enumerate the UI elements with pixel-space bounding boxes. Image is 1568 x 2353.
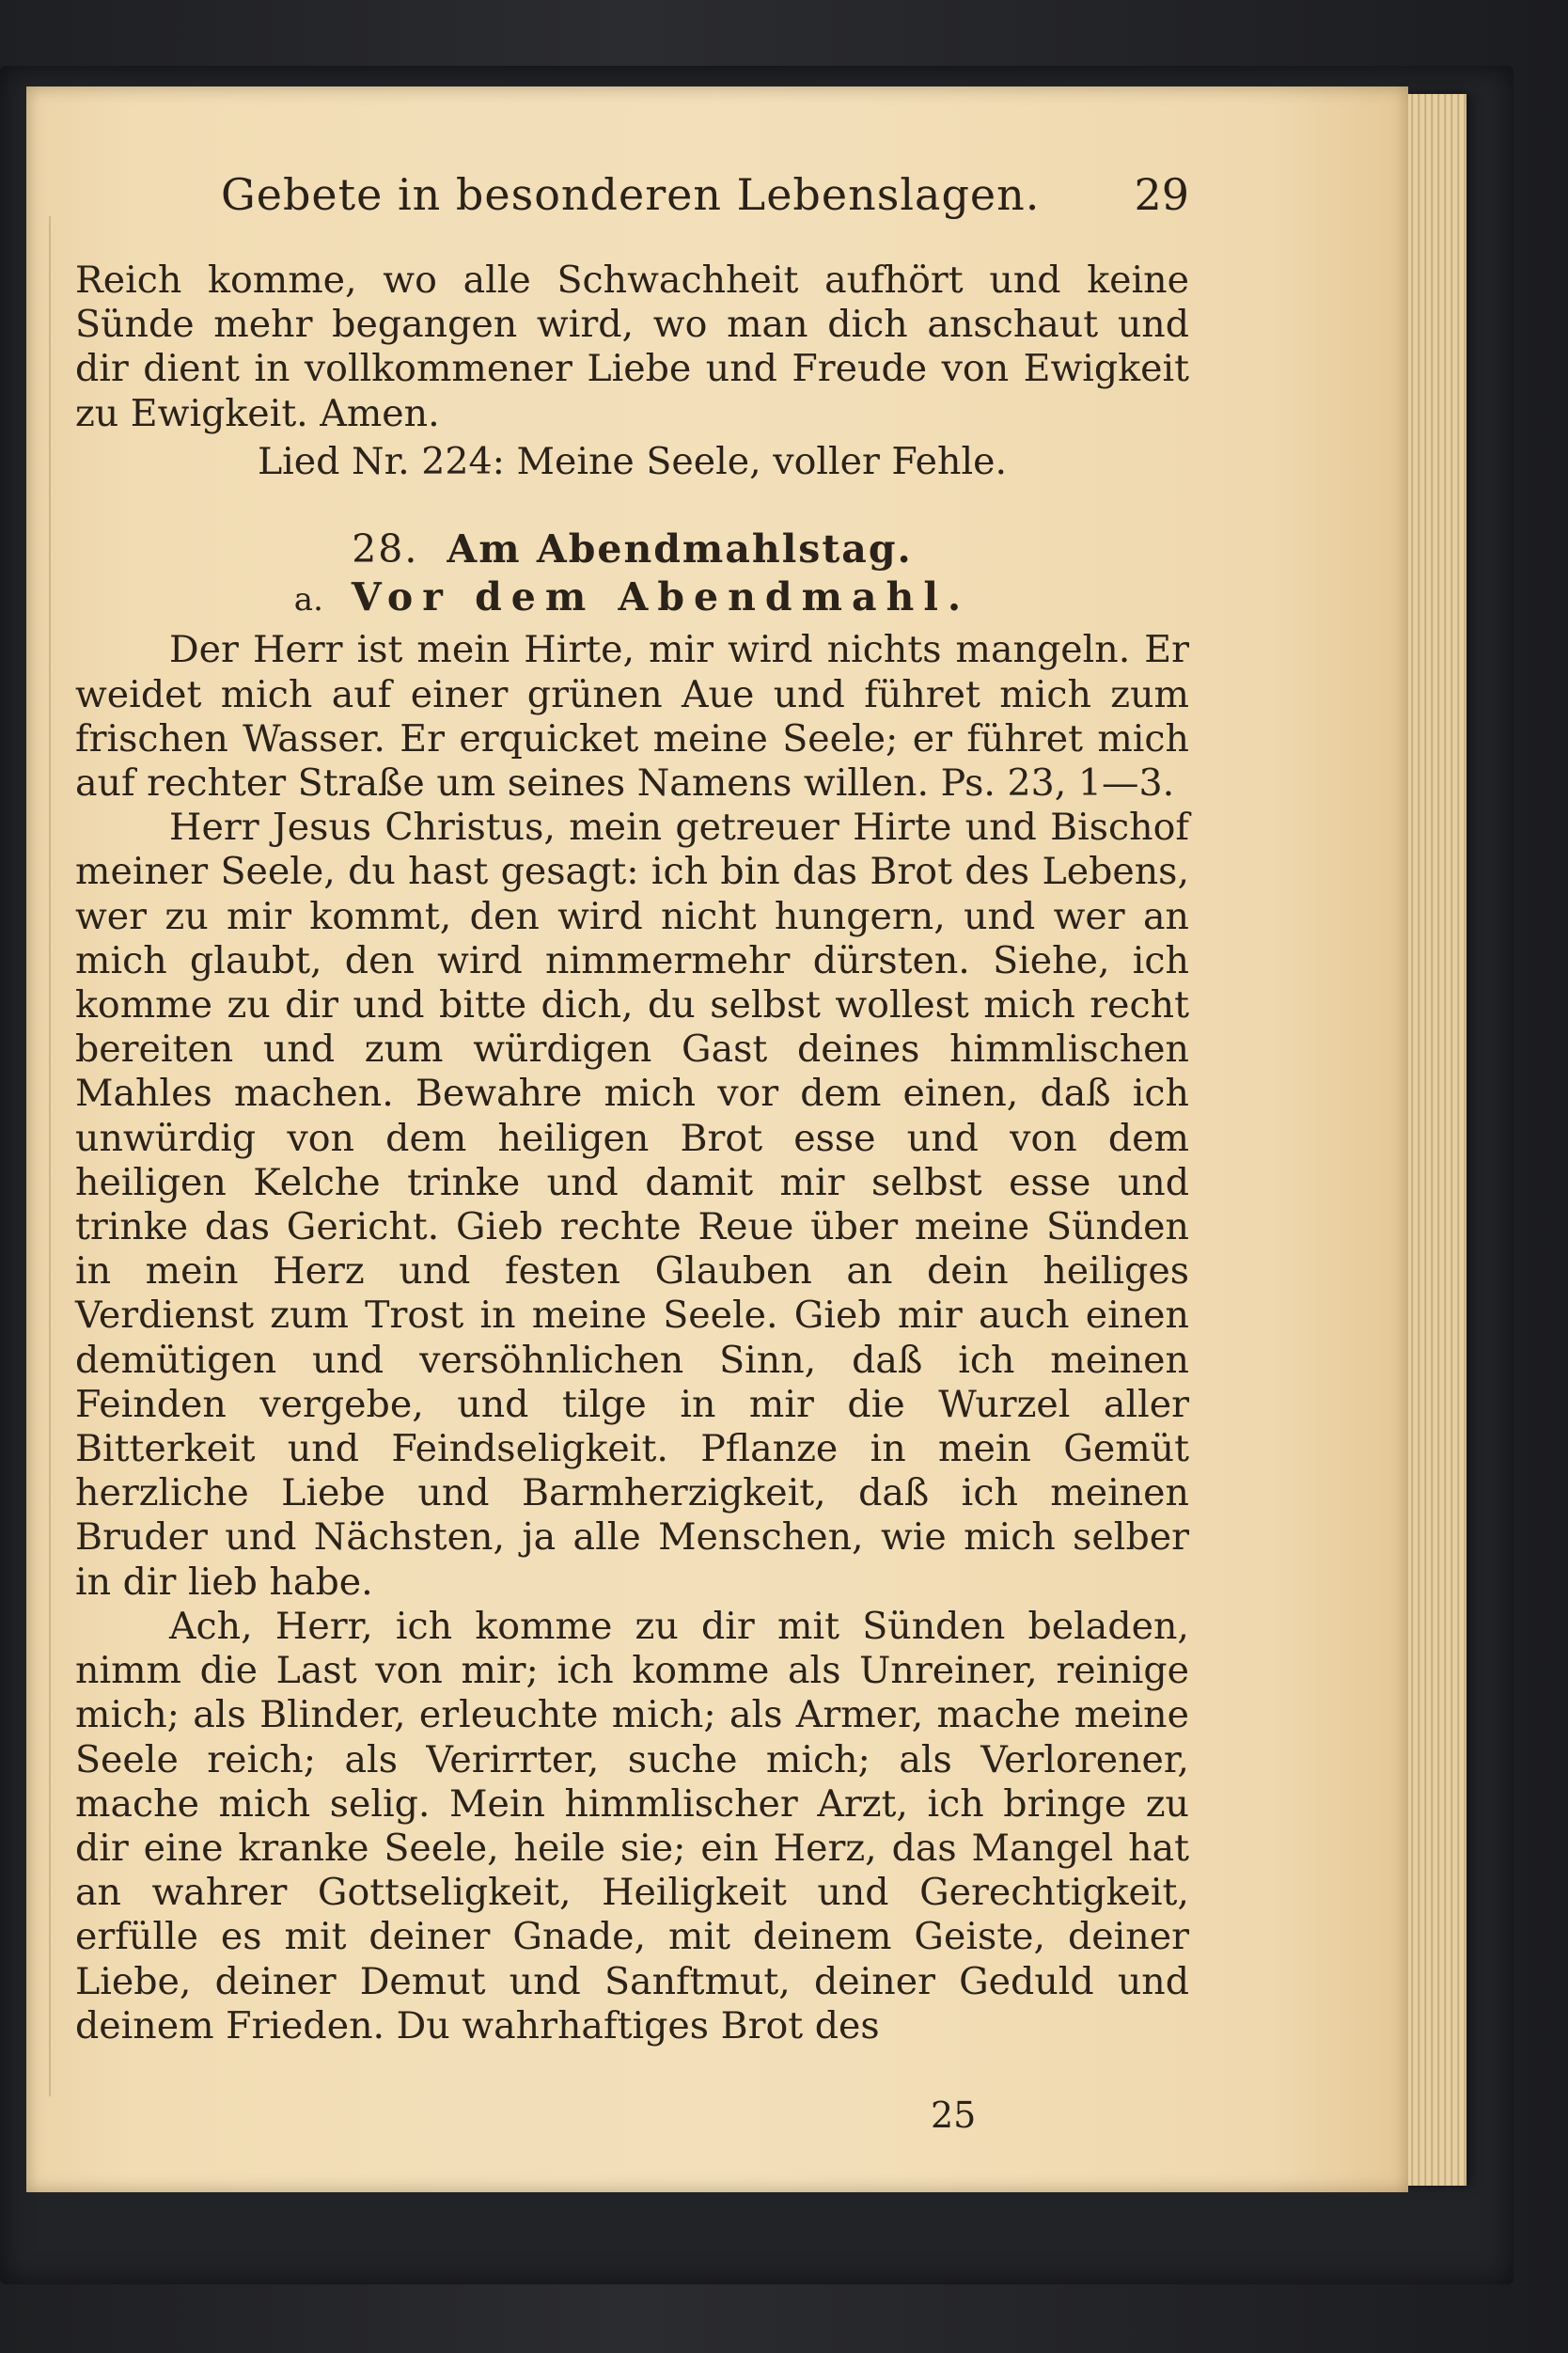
paragraph-continuation: Reich komme, wo alle Schwachheit aufhört und keine Sünde mehr begangen wird, wo man dich anschaut und dir dient in vollkommener Liebe und Freude von Ewigkeit zu Ewigkeit. Amen. (75, 259, 1189, 435)
section-heading (75, 527, 1189, 572)
page-header (221, 160, 1189, 235)
subsection-title: Vor dem Abendmahl. (351, 574, 971, 620)
psalm-paragraph: Der Herr ist mein Hirte, mir wird nichts mangeln. Er weidet mich auf einer grünen Aue und führet mich zum frischen Wasser. Er erquicket meine Seele; er führet mich auf rechter Straße um seines Namens willen. Ps. 23, 1—3. (75, 628, 1189, 806)
gutter-shadow (49, 216, 51, 2096)
prayer-paragraph-1: Herr Jesus Christus, mein getreuer Hirte und Bischof meiner Seele, du hast gesagt: ich bin das Brot des Lebens, wer zu mir kommt, den wird nicht hungern, und wer an mich glaubt, den wird nimmermehr dürsten. Siehe, ich komme zu dir und bitte dich, du selbst wollest mich recht bereiten und zum würdigen Gast deines himmlischen Mahles machen. Bewahre mich vor dem einen, daß ich unwürdig von dem heiligen Brot esse und von dem heiligen Kelche trinke und damit mir selbst esse und trinke das Gericht. Gieb rechte Reue über meine Sünden in mein Herz und festen Glauben an dein heiliges Verdienst zum Trost in meine Seele. Gieb mir auch einen demütigen und versöhnlichen Sinn, daß ich meinen Feinden vergebe, und tilge in mir die Wurzel aller Bitterkeit und Feindseligkeit. Pflanze in mein Gemüt herzliche Liebe und Barmherzigkeit, daß ich meinen Bruder und Nächsten, ja alle Menschen, wie mich selber in dir lieb habe. (75, 806, 1189, 1604)
page-number: 29 (1134, 169, 1189, 220)
page-edges (1401, 94, 1466, 2186)
subsection-letter: a. (293, 581, 323, 620)
signature-mark: 25 (931, 2094, 977, 2136)
page-body (75, 259, 1189, 2048)
prayer-paragraph-2: Ach, Herr, ich komme zu dir mit Sünden beladen, nimm die Last von mir; ich komme als Unreiner, reinige mich; als Blinder, erleuchte mich; als Armer, mache meine Seele reich; als Verirrter, suche mich; als Verlorener, mache mich selig. Mein himmlischer Arzt, ich bringe zu dir eine kranke Seele, heile sie; ein Herz, das Mangel hat an wahrer Gottseligkeit, Heiligkeit und Gerechtigkeit, erfülle es mit deiner Gnade, mit deinem Geiste, deiner Liebe, deiner Demut und Sanftmut, deiner Geduld und deinem Frieden. Du wahrhaftiges Brot des (75, 1604, 1189, 2047)
subsection-heading (75, 575, 1189, 622)
hymn-reference: Lied Nr. 224: Meine Seele, voller Fehle. (257, 439, 1008, 483)
running-title: Gebete in besonderen Lebenslagen. (221, 169, 1041, 220)
section-number: 28. (352, 526, 419, 573)
section-title: Am Abendmahlstag. (447, 526, 913, 573)
